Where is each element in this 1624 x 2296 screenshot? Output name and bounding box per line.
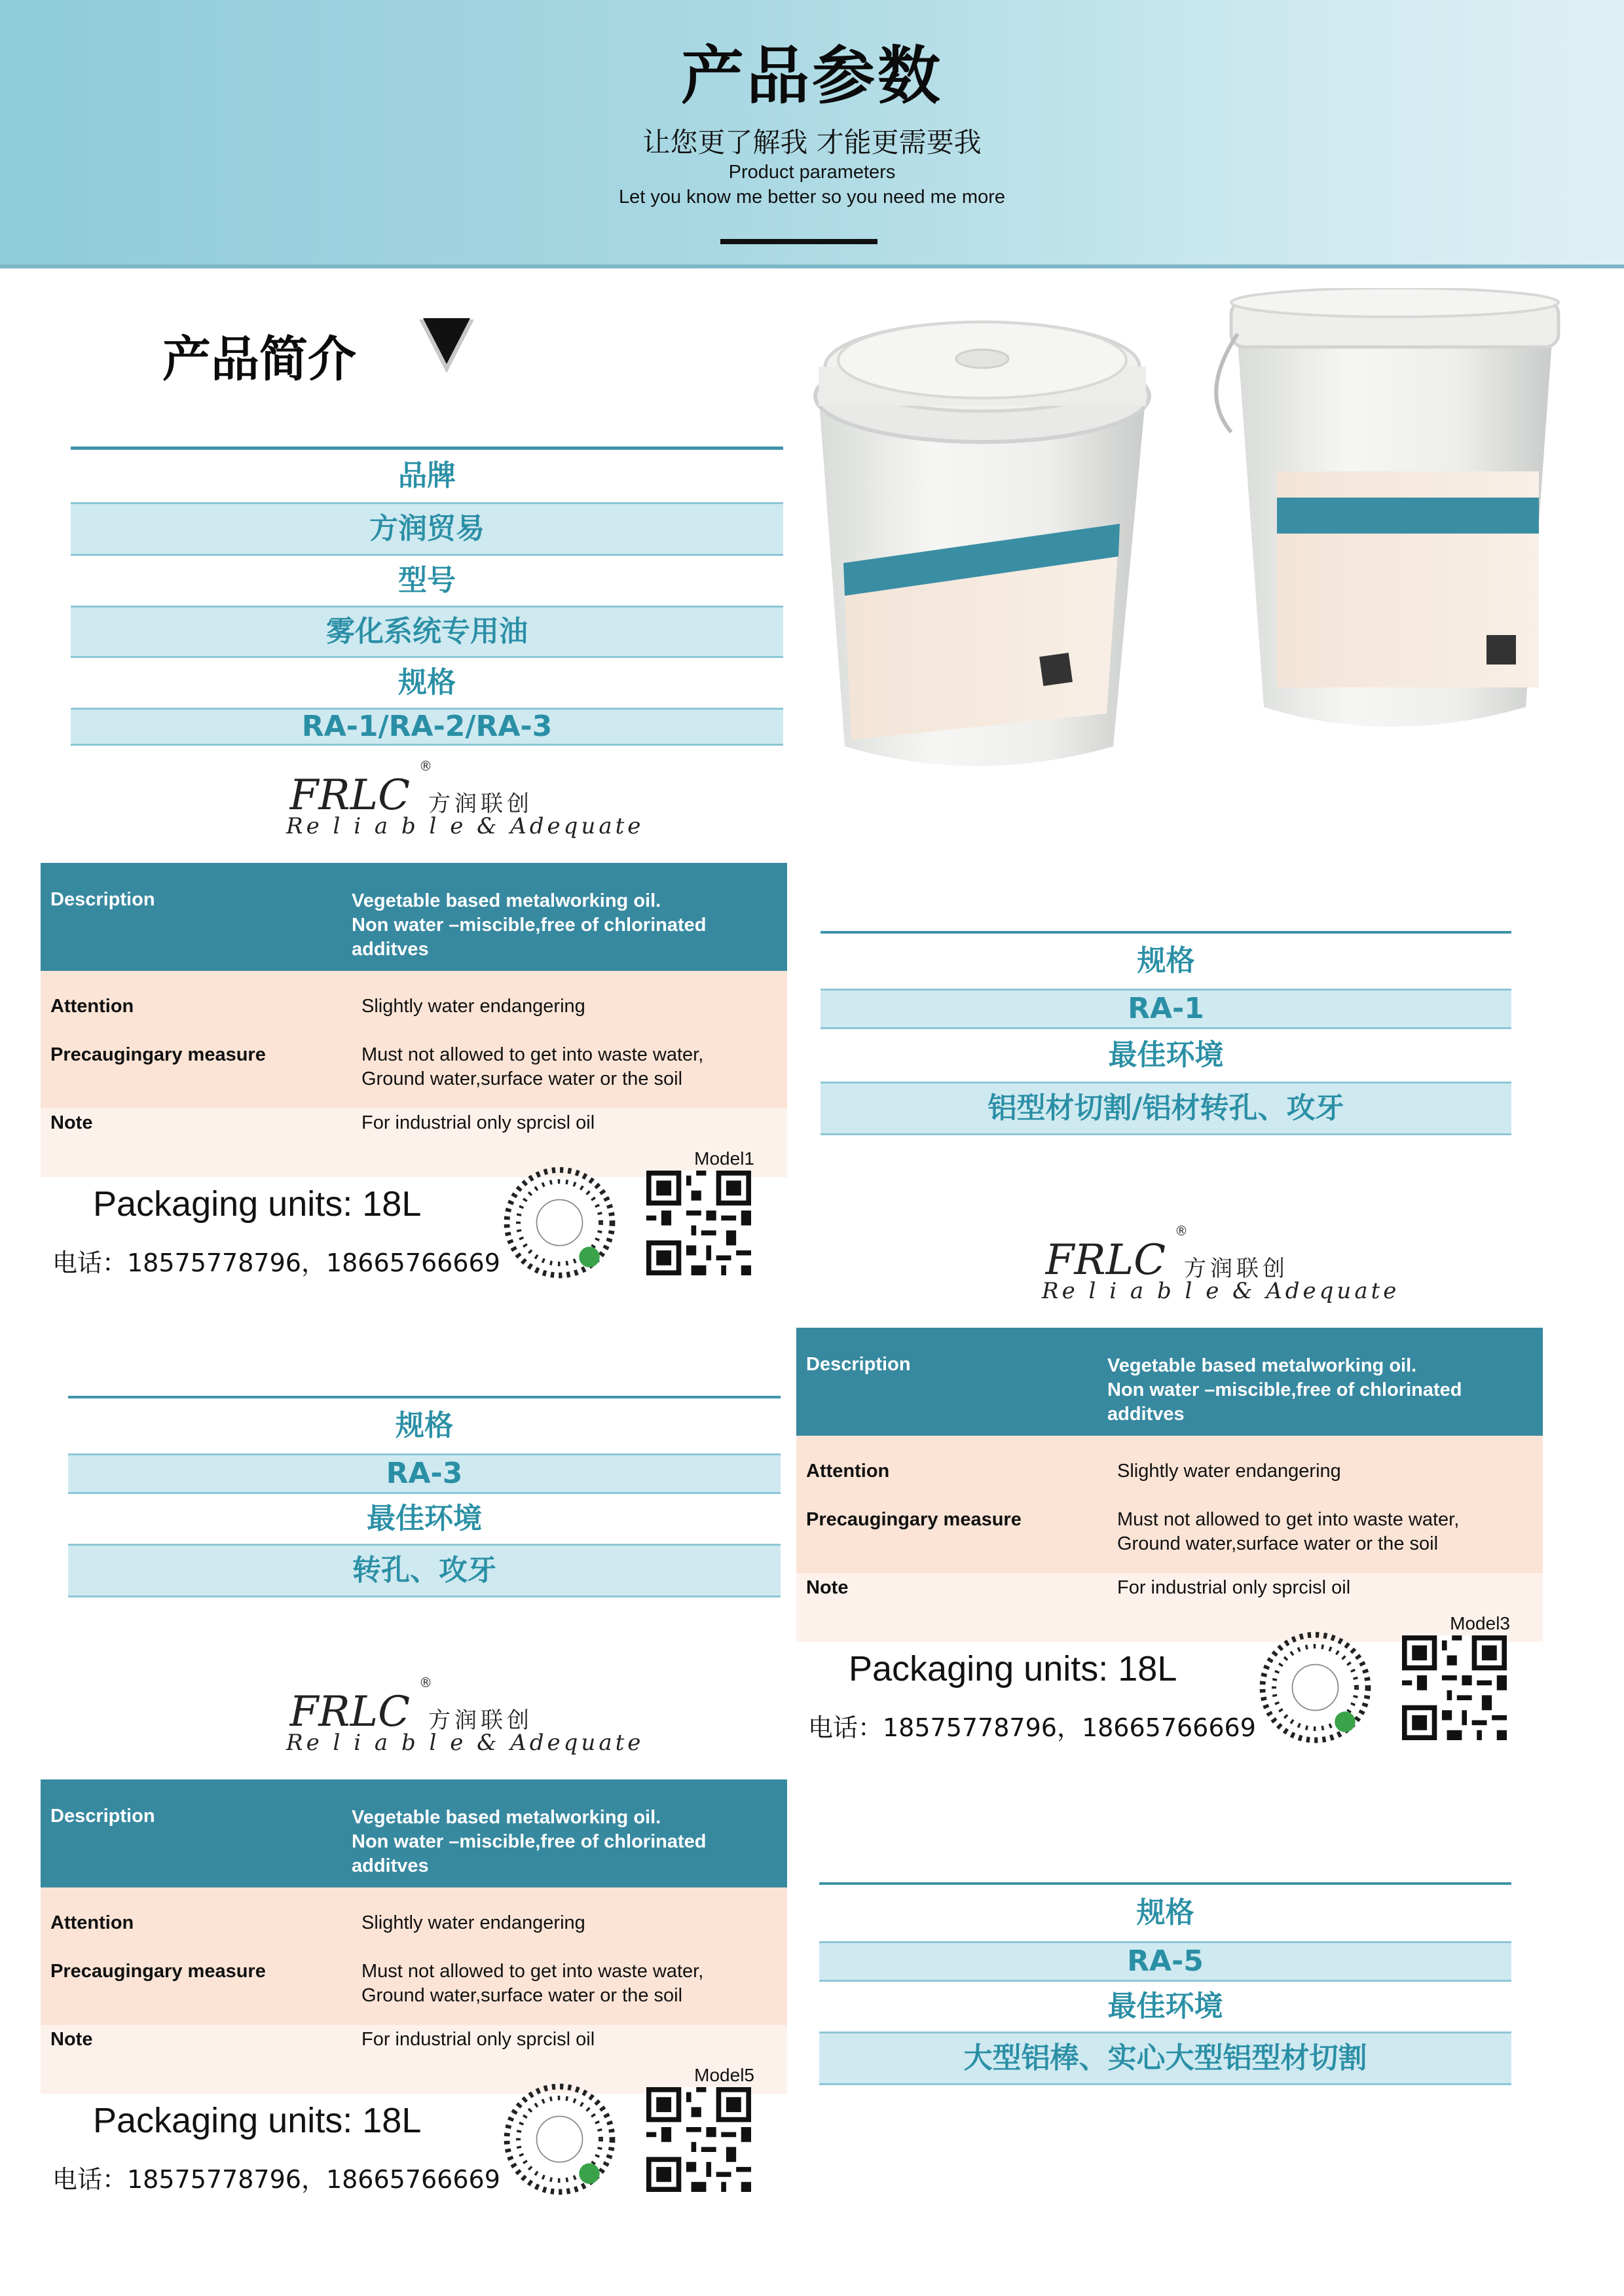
wechat-code-icon [1258, 1630, 1373, 1745]
phone-numbers: 电话：18575778796，18665766669 [808, 1713, 1256, 1742]
brand-tagline: Re l i a b l e & Adequate [286, 1730, 644, 1756]
precaution-value: Must not allowed to get into waste water, Ground water,surface water or the soil [361, 1961, 704, 2006]
intro-spec-table [71, 446, 783, 746]
qr-code-icon [1402, 1635, 1507, 1740]
qr-code-icon [646, 1171, 751, 1275]
precaution-key: Precaugingary measure [50, 1044, 266, 1065]
note-key: Note [50, 2029, 93, 2050]
brand-name-cn: 方润联创 [428, 1707, 533, 1734]
desc-value: Vegetable based metalworking oil. Non water –miscible,free of chlorinated additves [1107, 1355, 1462, 1425]
spec-value-size: RA-1/RA-2/RA-3 [71, 708, 783, 746]
phone-numbers: 电话：18575778796，18665766669 [52, 2165, 500, 2194]
spec-value-environment: 铝型材切割/铝材转孔、攻牙 [821, 1082, 1511, 1135]
row-description [796, 1328, 1543, 1436]
spec-table-ra3 [68, 1396, 781, 1597]
spec-label-size: 规格 [398, 666, 456, 699]
desc-key: Description [50, 889, 155, 910]
precaution-value: Must not allowed to get into waste water, Ground water,surface water or the soil [361, 1044, 704, 1089]
registered-mark: ® [1175, 1223, 1188, 1239]
packaging-units: Packaging units: 18L [93, 2101, 422, 2140]
spec-value-size: RA-1 [821, 989, 1511, 1029]
title-underline [720, 239, 877, 244]
desc-value: Vegetable based metalworking oil. Non water –miscible,free of chlorinated additves [352, 890, 707, 960]
intro-heading: 产品简介 [162, 331, 356, 388]
svg-text:FRLC: FRLC [289, 1688, 411, 1736]
label-table [41, 863, 787, 1177]
product-bucket-photo [779, 288, 1604, 792]
row-attention-precaution [41, 971, 787, 1108]
packaging-units: Packaging units: 18L [93, 1184, 422, 1224]
brand-name-cn: 方润联创 [1184, 1256, 1289, 1282]
phone-numbers: 电话：18575778796，18665766669 [52, 1248, 500, 1277]
precaution-key: Precaugingary measure [50, 1961, 266, 1982]
desc-value: Vegetable based metalworking oil. Non water –miscible,free of chlorinated additves [352, 1807, 707, 1876]
brand-logo [41, 1675, 787, 1779]
brand-logo [41, 758, 787, 863]
row-description [41, 863, 787, 971]
row-description [41, 1779, 787, 1887]
note-value: For industrial only sprcisl oil [1117, 1577, 1351, 1598]
spec-label-environment: 最佳环境 [1107, 1990, 1223, 2023]
brand-tagline: Re l i a b l e & Adequate [1042, 1278, 1400, 1304]
row-attention-precaution [41, 1887, 787, 2025]
attention-key: Attention [50, 1912, 134, 1933]
row-note [41, 1108, 787, 1177]
desc-key: Description [806, 1354, 911, 1375]
packaging-units: Packaging units: 18L [849, 1649, 1177, 1688]
row-note [41, 2025, 787, 2094]
spec-table-ra1 [821, 931, 1511, 1135]
note-key: Note [50, 1112, 93, 1133]
row-attention-precaution [796, 1436, 1543, 1573]
attention-value: Slightly water endangering [361, 1912, 585, 1933]
attention-key: Attention [806, 1461, 890, 1482]
subtitle-en-tagline: Let you know me better so you need me more [619, 187, 1005, 208]
row-note [796, 1573, 1543, 1642]
spec-table-ra5 [819, 1882, 1511, 2085]
spec-label-size: 规格 [1137, 944, 1195, 977]
triangle-down-icon [416, 316, 477, 376]
brand-name-cn: 方润联创 [428, 791, 533, 817]
label-card-model3 [796, 1223, 1543, 1742]
page-title: 产品参数 [681, 39, 943, 113]
subtitle-cn: 让您更了解我 才能更需要我 [642, 126, 982, 158]
svg-text:FRLC: FRLC [1045, 1236, 1166, 1285]
subtitle-en: Product parameters [728, 162, 896, 183]
svg-text:FRLC: FRLC [289, 771, 411, 820]
desc-key: Description [50, 1806, 155, 1827]
wechat-code-icon [502, 1165, 617, 1280]
attention-value: Slightly water endangering [1117, 1461, 1341, 1482]
spec-value-size: RA-5 [819, 1941, 1511, 1982]
label-card-model5 [41, 1675, 787, 2194]
model-number: Model5 [694, 2065, 754, 2085]
spec-value-environment: 大型铝棒、实心大型铝型材切割 [819, 2032, 1511, 2085]
attention-key: Attention [50, 996, 134, 1017]
header-banner [0, 0, 1624, 268]
model-number: Model3 [1450, 1613, 1510, 1633]
brand-tagline: Re l i a b l e & Adequate [286, 813, 644, 839]
brand-logo [796, 1223, 1543, 1328]
spec-label-size: 规格 [396, 1409, 453, 1442]
precaution-value: Must not allowed to get into waste water, Ground water,surface water or the soil [1117, 1509, 1460, 1554]
spec-label-environment: 最佳环境 [1108, 1038, 1224, 1072]
spec-label-model: 型号 [398, 564, 456, 597]
registered-mark: ® [419, 1675, 432, 1690]
registered-mark: ® [419, 758, 432, 774]
label-table [41, 1779, 787, 2094]
qr-code-icon [646, 2087, 751, 2192]
note-key: Note [806, 1577, 849, 1598]
spec-label-brand: 品牌 [398, 459, 456, 492]
spec-label-environment: 最佳环境 [367, 1502, 482, 1535]
spec-value-brand: 方润贸易 [71, 502, 783, 556]
spec-value-size: RA-3 [68, 1453, 781, 1494]
label-card-model1 [41, 758, 787, 1277]
precaution-key: Precaugingary measure [806, 1509, 1022, 1530]
label-table [796, 1328, 1543, 1642]
spec-value-model: 雾化系统专用油 [71, 606, 783, 658]
note-value: For industrial only sprcisl oil [361, 2029, 595, 2050]
spec-label-size: 规格 [1136, 1896, 1194, 1929]
attention-value: Slightly water endangering [361, 996, 585, 1017]
spec-value-environment: 转孔、攻牙 [68, 1544, 781, 1597]
model-number: Model1 [694, 1148, 754, 1169]
wechat-code-icon [502, 2082, 617, 2196]
note-value: For industrial only sprcisl oil [361, 1112, 595, 1133]
